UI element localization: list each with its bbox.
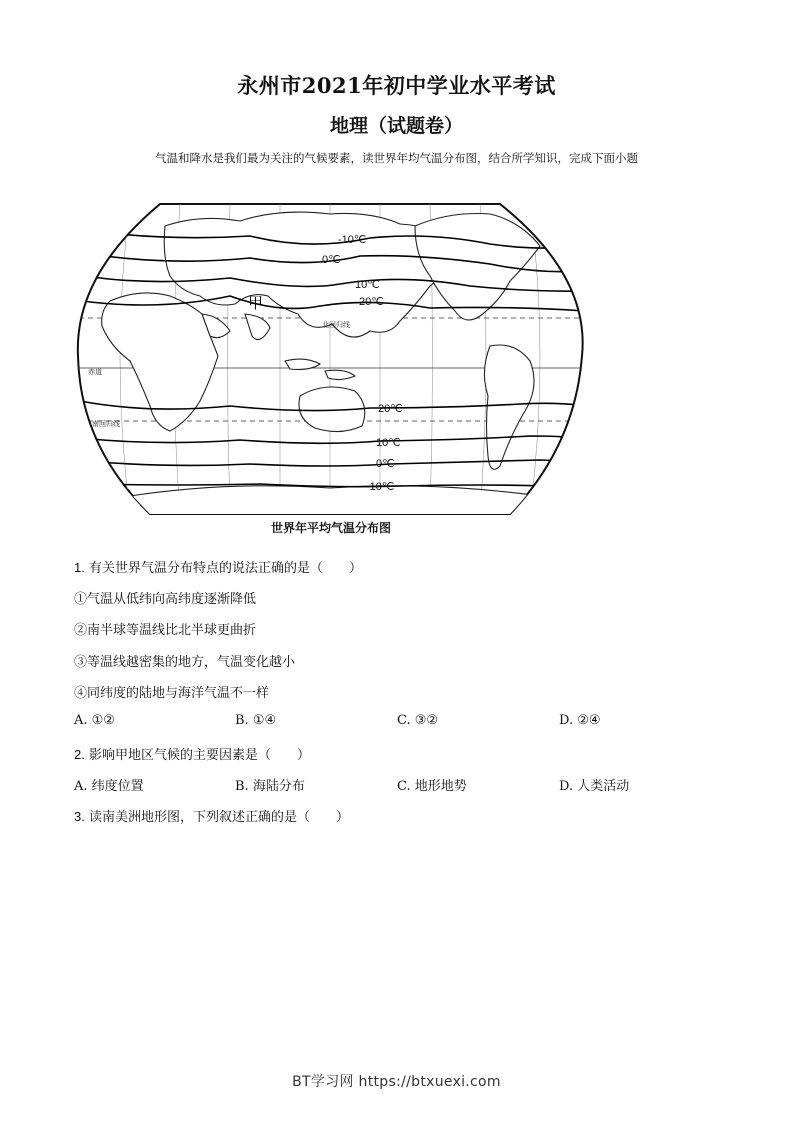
isotherm-label: -10℃ xyxy=(366,481,395,493)
statement-2: ②南半球等温线比北半球更曲折 xyxy=(74,623,257,638)
map-caption: 世界年平均气温分布图 xyxy=(270,521,392,535)
question-3 xyxy=(74,806,349,825)
q1-option-a[interactable]: A. ①② xyxy=(74,713,115,728)
question-number: 1. xyxy=(74,560,85,575)
question-number: 2. xyxy=(74,747,85,762)
q2-option-d[interactable]: D. 人类活动 xyxy=(559,779,630,794)
q2-option-b[interactable]: B. 海陆分布 xyxy=(235,779,305,794)
statement-4: ④同纬度的陆地与海洋气温不一样 xyxy=(74,686,270,701)
q2-option-a[interactable]: A. 纬度位置 xyxy=(74,779,144,794)
isotherm-label: 10℃ xyxy=(355,279,380,291)
equator-label: 赤道 xyxy=(88,368,102,376)
exam-title: 永州市2021年初中学业水平考试 xyxy=(237,73,556,98)
footer-watermark: BT学习网 https://btxuexi.com xyxy=(292,1074,501,1090)
statement-1: ①气温从低纬向高纬度逐渐降低 xyxy=(74,592,257,607)
tropic-of-cancer-label: 北回归线 xyxy=(322,321,350,329)
q1-option-b[interactable]: B. ①④ xyxy=(235,713,277,728)
statement-3: ③等温线越密集的地方，气温变化越小 xyxy=(74,655,296,670)
q1-option-c[interactable]: C. ③② xyxy=(397,713,439,728)
q1-option-d[interactable]: D. ②④ xyxy=(559,713,601,728)
question-2 xyxy=(74,744,310,763)
isotherm-label: 0℃ xyxy=(376,458,395,470)
isotherm-label: 10℃ xyxy=(376,437,401,449)
isotherm-label: 20℃ xyxy=(378,403,403,415)
question-number: 3. xyxy=(74,809,85,824)
question-text: 读南美洲地形图，下列叙述正确的是（ ） xyxy=(88,810,349,825)
question-text: 影响甲地区气候的主要因素是（ ） xyxy=(88,748,310,763)
isotherm-label: 20℃ xyxy=(359,296,384,308)
tropic-of-capricorn-label: 南回归线 xyxy=(92,420,120,428)
question-text: 有关世界气温分布特点的说法正确的是（ ） xyxy=(88,561,362,576)
exam-subtitle: 地理（试题卷） xyxy=(329,115,463,137)
q2-option-c[interactable]: C. 地形地势 xyxy=(397,779,467,794)
question-1 xyxy=(74,557,362,576)
isotherm-label: -10℃ xyxy=(338,234,367,246)
isotherm-label: 0℃ xyxy=(322,254,341,266)
intro-text: 气温和降水是我们最为关注的气候要素，读世界年均气温分布图，结合所学知识，完成下面小题 xyxy=(155,151,638,165)
point-jia-label: 甲 xyxy=(248,294,264,312)
world-temperature-map xyxy=(70,196,592,542)
